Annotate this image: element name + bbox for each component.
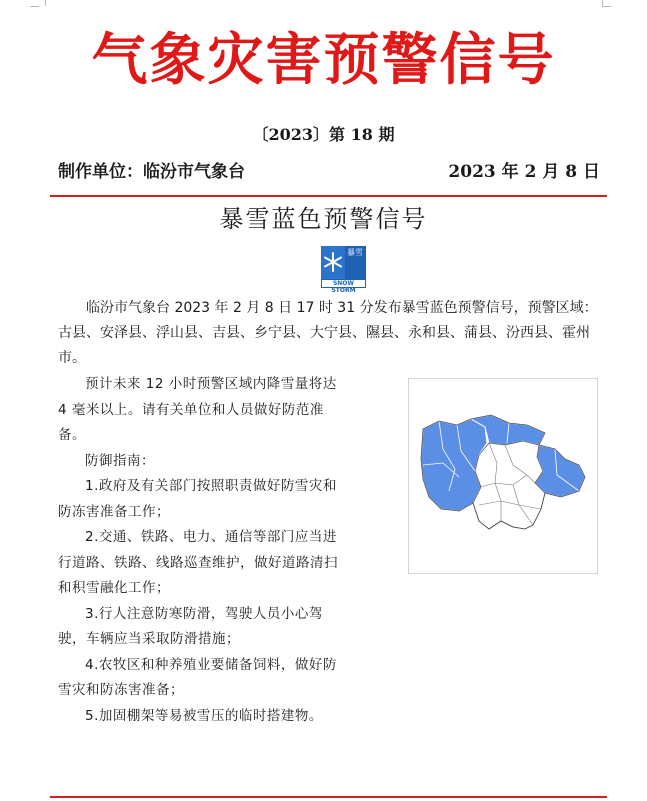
guide-item-2: 2.交通、铁路、电力、通信等部门应当进行道路、铁路、线路巡查维护，做好道路清扫和积雪融化工作； [58,529,338,596]
crop-mark-top-right-h [602,6,611,7]
issuer-unit: 制作单位：临汾市气象台 [58,162,245,182]
warning-area-map [408,378,598,574]
forecast-text: 预计未来 12 小时预警区域内降雪量将达 4 毫米以上。请有关单位和人员做好防范准备。 [58,376,337,443]
lead-text: 临汾市气象台 2023 年 2 月 8 日 17 时 31 分发布暴雪蓝色预警信号，预警区域：古县、安泽县、浮山县、吉县、乡宁县、大宁县、隰县、永和县、蒲县、汾西县、霍州市。 [58,300,598,366]
guide-item-4: 4.农牧区和种养殖业要储备饲料，做好防雪灾和防冻害准备； [58,656,337,698]
snowflake-icon [321,246,345,279]
map-svg [409,379,597,573]
icon-caption: SNOW STORM [321,279,366,288]
footer-divider [50,796,607,798]
guide-item-1: 1.政府及有关部门按照职责做好防雪灾和防冻害准备工作； [58,478,337,520]
issuer-row [58,160,600,184]
snowstorm-blue-warning-icon [321,246,366,294]
lead-paragraph [58,296,606,371]
crop-mark-top-left-h [30,6,39,7]
issue-number: 〔2023〕第 18 期 [252,125,395,144]
icon-glyph: 暴雪 [347,248,363,257]
issue-date: 2023 年 2 月 8 日 [448,162,600,182]
header-divider [50,195,607,197]
crop-mark-top-left [38,0,46,6]
guide-title: 防御指南： [85,452,155,469]
guide-item-3: 3.行人注意防寒防滑，驾驶人员小心驾驶，车辆应当采取防滑措施； [58,605,323,647]
body-column [58,372,350,729]
warning-title: 暴雪蓝色预警信号 [219,205,428,233]
masthead-title: 气象灾害预警信号 [91,27,556,93]
guide-item-5: 5.加固棚架等易被雪压的临时搭建物。 [85,707,323,724]
